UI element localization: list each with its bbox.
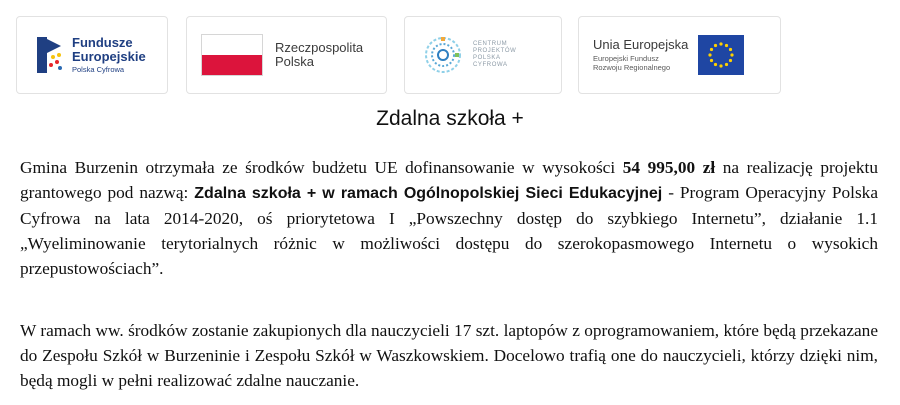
paragraph-laptops: W ramach ww. środków zostanie zakupionych dla nauczycieli 17 szt. laptopów z oprogramowaniem, które będą przekazane do Zespołu Szkół w Burzeninie i Zespołu Szkół w Waszkowskiem. Docelowo trafią one do nauczycieli, którzy dzięki nim, będą mogli w pełni realizować zdalne nauczanie. <box>20 321 878 390</box>
cppc-circuit-icon <box>421 33 465 77</box>
centrum-projektow-logo <box>404 16 562 94</box>
paragraph-funding <box>20 155 878 281</box>
unia-line2: Europejski Fundusz <box>593 53 659 63</box>
cppc-line4: CYFROWA <box>473 62 508 69</box>
unia-line1: Unia Europejska <box>593 37 689 53</box>
fundusze-europejskie-emblem-icon <box>35 33 65 77</box>
fundusze-line3: Polska Cyfrowa <box>72 64 125 74</box>
eu-flag-icon <box>698 35 744 75</box>
project-name: Zdalna szkoła + w ramach Ogólnopolskiej Sieci Edukacyjnej <box>194 185 663 202</box>
rzeczpospolita-line1: Rzeczpospolita <box>275 40 364 56</box>
polish-flag-icon <box>201 34 263 76</box>
fundusze-line2: Europejskie <box>72 49 146 65</box>
rzeczpospolita-polska-logo <box>186 16 387 94</box>
paragraph-funding-part3: - Program Operacyjny Polska Cyfrowa na lata 2014-2020, oś priorytetowa I „Powszechny dostęp do szybkiego Internetu”, działanie 1.1 „Wyeliminowanie terytorialnych różnic w możliwości dostępu do szerokopasmowego Internetu o wysokich przepustowościach”. <box>20 183 878 278</box>
cppc-line1: CENTRUM <box>473 40 508 47</box>
rzeczpospolita-line2: Polska <box>275 54 315 69</box>
unia-line3: Rozwoju Regionalnego <box>593 62 671 72</box>
cppc-line2: PROJEKTÓW <box>473 47 517 54</box>
paragraph-funding-part2: na realizację projektu grantowego pod nazwą: <box>20 158 878 202</box>
fundusze-line1: Fundusze <box>72 35 133 51</box>
funding-amount: 54 995,00 zł <box>622 158 716 177</box>
logo-bar <box>0 0 900 100</box>
unia-europejska-logo <box>578 16 781 94</box>
page-title: Zdalna szkoła + <box>376 107 524 130</box>
paragraph-funding-part1: Gmina Burzenin otrzymała ze środków budżetu UE dofinansowanie w wysokości <box>20 158 623 177</box>
cppc-line3: POLSKA <box>473 55 501 61</box>
fundusze-europejskie-logo <box>16 16 168 94</box>
